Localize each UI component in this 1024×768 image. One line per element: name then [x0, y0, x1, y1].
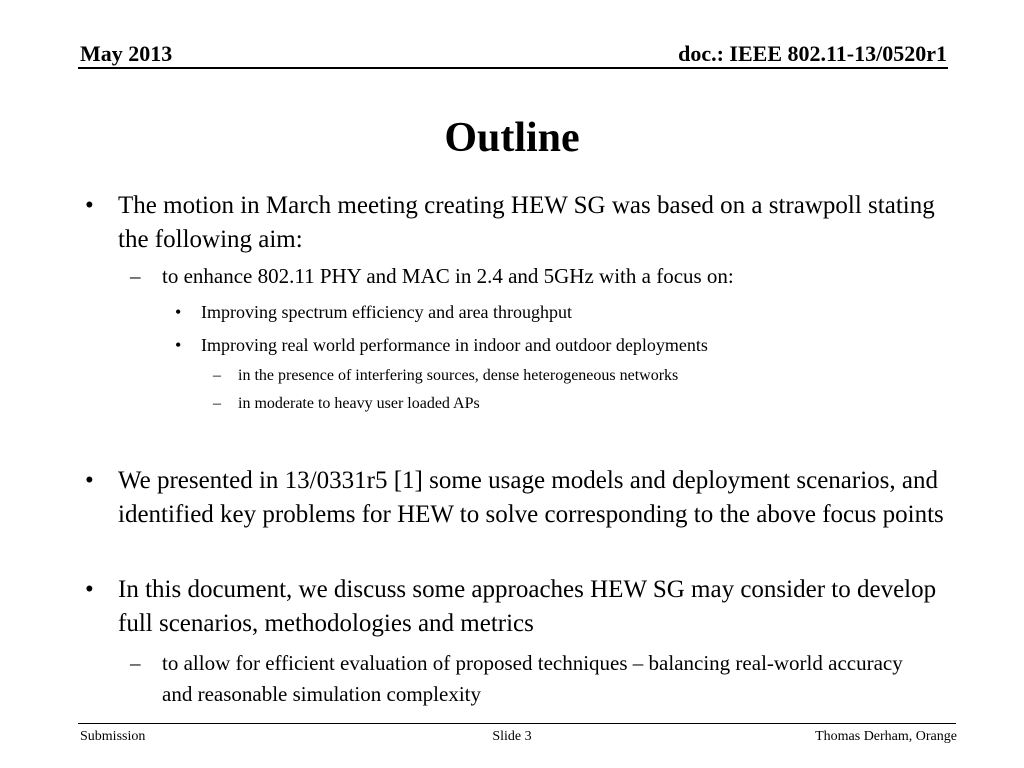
- bullet-text: The motion in March meeting creating HEW SG was based on a strawpoll stating the following aim:: [118, 192, 935, 253]
- bullet-text: to enhance 802.11 PHY and MAC in 2.4 and 5GHz with a focus on:: [162, 264, 734, 288]
- bullet-usage-models: [85, 464, 970, 532]
- slide-title: Outline: [444, 115, 580, 161]
- bullet-text: We presented in 13/0331r5 [1] some usage models and deployment scenarios, and identified key problems for HEW to solve corresponding to the above focus points: [118, 467, 944, 528]
- bullet-text: in the presence of interfering sources, dense heterogeneous networks: [238, 367, 679, 384]
- sub-bullet-efficient-evaluation: [130, 648, 930, 710]
- bullet-hew-motion: [85, 189, 970, 257]
- detail-bullet-interfering-sources: [213, 365, 933, 387]
- bullet-marker: •: [175, 335, 182, 355]
- bullet-text: to allow for efficient evaluation of proposed techniques – balancing real-world accuracy and reasonable simulation complexity: [162, 651, 903, 706]
- bullet-text: in moderate to heavy user loaded APs: [238, 395, 480, 412]
- bullet-approaches: [85, 573, 970, 641]
- header-doc-id: doc.: IEEE 802.11-13/0520r1: [678, 41, 947, 66]
- footer-submission: Submission: [80, 729, 146, 744]
- bullet-marker: –: [130, 264, 141, 288]
- footer-divider: [78, 723, 956, 724]
- bullet-text: Improving real world performance in indoor and outdoor deployments: [201, 335, 708, 355]
- bullet-marker: –: [130, 651, 141, 675]
- bullet-marker: •: [85, 192, 94, 219]
- header-date: May 2013: [80, 41, 173, 66]
- footer-slide-number: Slide 3: [492, 729, 532, 744]
- detail-bullet-user-loaded-aps: [213, 393, 933, 415]
- header-divider: [78, 67, 948, 69]
- sub-sub-bullet-spectrum-efficiency: [175, 300, 935, 324]
- bullet-text: In this document, we discuss some approaches HEW SG may consider to develop full scenarios, methodologies and metrics: [118, 576, 937, 637]
- bullet-marker: •: [85, 576, 94, 603]
- sub-sub-bullet-real-world-performance: [175, 333, 935, 357]
- bullet-marker: –: [213, 367, 221, 384]
- bullet-marker: •: [175, 302, 182, 322]
- bullet-text: Improving spectrum efficiency and area throughput: [201, 302, 573, 322]
- bullet-marker: –: [213, 395, 221, 412]
- footer-author: Thomas Derham, Orange: [815, 729, 957, 744]
- sub-bullet-enhance-phy-mac: [130, 261, 930, 292]
- bullet-marker: •: [85, 467, 94, 494]
